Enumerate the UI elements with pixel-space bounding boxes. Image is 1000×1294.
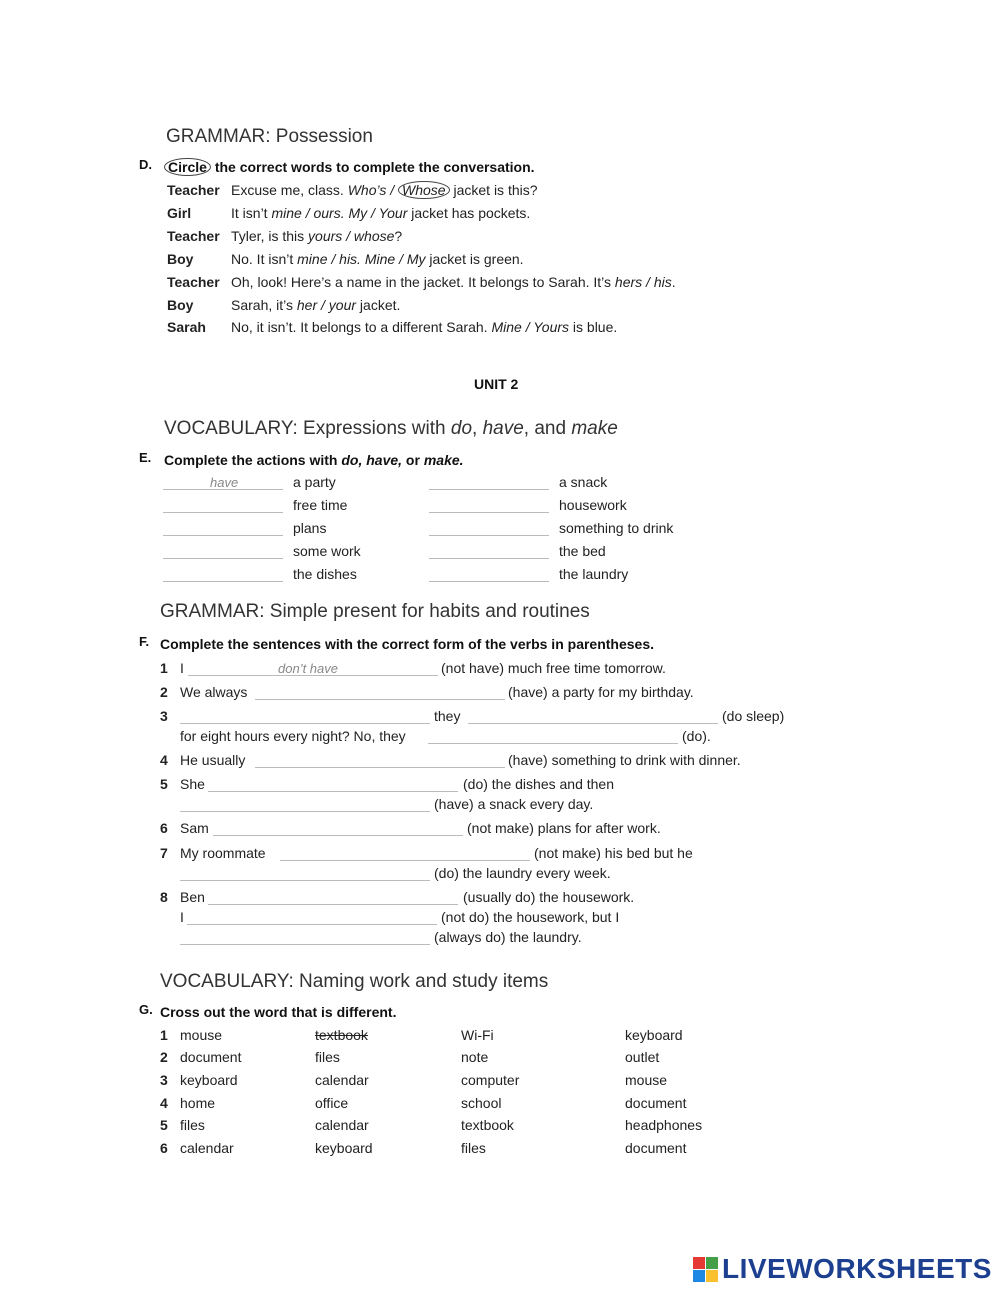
item-number: 4 xyxy=(160,752,168,768)
answer-blank[interactable] xyxy=(180,709,430,724)
logo-square-green xyxy=(706,1257,718,1269)
item-number: 5 xyxy=(160,776,168,792)
word-option[interactable]: document xyxy=(625,1140,687,1156)
word-option[interactable]: files xyxy=(461,1140,486,1156)
answer-blank[interactable] xyxy=(255,753,505,768)
word-option[interactable]: Wi-Fi xyxy=(461,1027,494,1043)
word-option[interactable]: keyboard xyxy=(625,1027,683,1043)
sentence-text: I xyxy=(180,660,184,676)
item-number: 7 xyxy=(160,845,168,861)
section-d-letter: D. xyxy=(139,157,152,172)
dialogue-line: It isn’t mine / ours. My / Your jacket has pockets. xyxy=(231,205,531,221)
answer-blank[interactable] xyxy=(208,777,458,792)
action-item: the dishes xyxy=(293,566,357,582)
answer-blank[interactable] xyxy=(255,685,505,700)
item-number: 5 xyxy=(160,1117,168,1133)
sentence-text: She xyxy=(180,776,205,792)
word-option[interactable]: calendar xyxy=(315,1117,369,1133)
sentence-text: Sam xyxy=(180,820,209,836)
answer-blank[interactable] xyxy=(163,544,283,559)
speaker-label: Girl xyxy=(167,205,192,221)
word-option[interactable]: computer xyxy=(461,1072,520,1088)
sentence-text: (always do) the laundry. xyxy=(434,929,582,945)
liveworksheets-logo[interactable] xyxy=(693,1253,992,1285)
section-f-heading: GRAMMAR: Simple present for habits and routines xyxy=(160,601,590,622)
word-option[interactable]: files xyxy=(315,1049,340,1065)
answer-blank[interactable] xyxy=(428,729,678,744)
item-number: 8 xyxy=(160,889,168,905)
sentence-text: (not have) much free time tomorrow. xyxy=(441,660,666,676)
word-option[interactable]: office xyxy=(315,1095,349,1111)
word-option[interactable]: textbook xyxy=(461,1117,514,1133)
sentence-text: My roommate xyxy=(180,845,266,861)
answer-blank[interactable] xyxy=(280,846,530,861)
logo-square-yellow xyxy=(706,1270,718,1282)
section-f-instruction: Complete the sentences with the correct form of the verbs in parentheses. xyxy=(160,636,655,652)
action-item: the laundry xyxy=(559,566,629,582)
example-answer: don’t have xyxy=(278,661,338,676)
answer-blank[interactable] xyxy=(429,521,549,536)
speaker-label: Boy xyxy=(167,251,194,267)
item-number: 3 xyxy=(160,1072,168,1088)
item-number: 6 xyxy=(160,1140,168,1156)
word-option[interactable]: calendar xyxy=(180,1140,234,1156)
word-choice[interactable]: Who’s / xyxy=(347,182,399,198)
sentence-text: they xyxy=(434,708,461,724)
sentence-text: (do sleep) xyxy=(722,708,785,724)
sentence-text: (not do) the housework, but I xyxy=(441,909,620,925)
action-item: some work xyxy=(293,543,361,559)
word-choice[interactable]: her / your xyxy=(296,297,357,313)
item-number: 2 xyxy=(160,1049,168,1065)
word-option[interactable]: mouse xyxy=(625,1072,668,1088)
dialogue-line: Tyler, is this yours / whose? xyxy=(231,228,403,244)
answer-blank[interactable] xyxy=(429,544,549,559)
item-number: 4 xyxy=(160,1095,168,1111)
answer-blank[interactable] xyxy=(429,498,549,513)
word-option[interactable]: home xyxy=(180,1095,216,1111)
logo-grid-icon xyxy=(693,1257,718,1282)
item-number: 6 xyxy=(160,820,168,836)
word-option[interactable]: note xyxy=(461,1049,489,1065)
logo-text: LIVEWORKSHEETS xyxy=(722,1253,992,1284)
action-item: housework xyxy=(559,497,627,513)
word-option[interactable]: school xyxy=(461,1095,502,1111)
word-option[interactable]: outlet xyxy=(625,1049,660,1065)
action-item: free time xyxy=(293,497,348,513)
dialogue-line: Sarah, it’s her / your jacket. xyxy=(231,297,401,313)
action-item: plans xyxy=(293,520,327,536)
answer-blank[interactable] xyxy=(187,910,437,925)
item-number: 1 xyxy=(160,1027,168,1043)
section-d-heading: GRAMMAR: Possession xyxy=(166,126,373,147)
action-item: a party xyxy=(293,474,336,490)
section-e-letter: E. xyxy=(139,450,152,465)
example-answer: have xyxy=(210,475,239,490)
sentence-text: Ben xyxy=(180,889,205,905)
word-option[interactable]: headphones xyxy=(625,1117,703,1133)
answer-blank[interactable] xyxy=(163,498,283,513)
answer-blank[interactable] xyxy=(208,890,458,905)
sentence-text: (have) something to drink with dinner. xyxy=(508,752,741,768)
word-option[interactable]: files xyxy=(180,1117,205,1133)
sentence-text: (do). xyxy=(682,728,711,744)
sentence-text: (not make) his bed but he xyxy=(534,845,693,861)
section-g-heading: VOCABULARY: Naming work and study items xyxy=(160,971,549,992)
dialogue-line: No. It isn’t mine / his. Mine / My jacket is green. xyxy=(231,251,524,267)
speaker-label: Boy xyxy=(167,297,194,313)
sentence-text: (do) the laundry every week. xyxy=(434,865,611,881)
word-choice[interactable]: Mine / Yours xyxy=(491,319,570,335)
dialogue-line: No, it isn’t. It belongs to a different Sarah. Mine / Yours is blue. xyxy=(231,319,618,335)
speaker-label: Teacher xyxy=(167,228,220,244)
circled-answer[interactable]: Whose xyxy=(398,181,450,199)
action-item: something to drink xyxy=(559,520,674,536)
action-item: a snack xyxy=(559,474,608,490)
sentence-text: He usually xyxy=(180,752,246,768)
sentence-text: (usually do) the housework. xyxy=(463,889,635,905)
word-choice[interactable]: yours / whose xyxy=(308,228,395,244)
word-option-crossed[interactable]: textbook xyxy=(315,1027,368,1043)
dialogue-line: Excuse me, class. Who’s / Whose jacket is this? xyxy=(231,182,538,198)
word-option[interactable]: keyboard xyxy=(315,1140,373,1156)
answer-blank[interactable] xyxy=(429,567,549,582)
logo-square-red xyxy=(693,1257,705,1269)
word-option[interactable]: calendar xyxy=(315,1072,369,1088)
sentence-text: (not make) plans for after work. xyxy=(467,820,661,836)
word-choice[interactable]: mine / ours. My / Your xyxy=(271,205,408,221)
logo-square-blue xyxy=(693,1270,705,1282)
section-d-instruction xyxy=(164,159,535,175)
item-number: 2 xyxy=(160,684,168,700)
word-option[interactable]: mouse xyxy=(180,1027,223,1043)
item-number: 3 xyxy=(160,708,168,724)
answer-blank[interactable] xyxy=(163,567,283,582)
sentence-text: (do) the dishes and then xyxy=(463,776,614,792)
speaker-label: Teacher xyxy=(167,182,220,198)
answer-blank[interactable] xyxy=(213,821,463,836)
speaker-label: Teacher xyxy=(167,274,220,290)
section-g-instruction: Cross out the word that is different. xyxy=(160,1004,397,1020)
sentence-text: We always xyxy=(180,684,248,700)
answer-blank[interactable] xyxy=(163,521,283,536)
answer-blank[interactable] xyxy=(429,475,549,490)
sentence-text: (have) a snack every day. xyxy=(434,796,594,812)
word-choice[interactable]: mine / his. Mine / My xyxy=(297,251,426,267)
sentence-text: (have) a party for my birthday. xyxy=(508,684,694,700)
section-e-instruction: Complete the actions with do, have, or make. xyxy=(164,452,464,468)
unit-title: UNIT 2 xyxy=(474,376,519,392)
answer-blank[interactable] xyxy=(180,930,430,945)
answer-blank[interactable] xyxy=(180,866,430,881)
section-d-instruction-text: the correct words to complete the conversation. xyxy=(214,159,535,175)
speaker-label: Sarah xyxy=(167,319,206,335)
item-number: 1 xyxy=(160,660,168,676)
section-f-letter: F. xyxy=(139,634,150,649)
sentence-text: for eight hours every night? No, they xyxy=(180,728,406,744)
word-choice[interactable]: hers / his xyxy=(614,274,672,290)
sentence-text: I xyxy=(180,909,184,925)
answer-blank[interactable] xyxy=(468,709,718,724)
action-item: the bed xyxy=(559,543,606,559)
word-option[interactable]: keyboard xyxy=(180,1072,238,1088)
circle-example: Circle xyxy=(164,158,211,176)
word-option[interactable]: document xyxy=(180,1049,242,1065)
word-option[interactable]: document xyxy=(625,1095,687,1111)
dialogue-line: Oh, look! Here’s a name in the jacket. It belongs to Sarah. It’s hers / his. xyxy=(231,274,676,290)
section-e-heading: VOCABULARY: Expressions with do, have, and make xyxy=(164,418,618,439)
answer-blank[interactable] xyxy=(180,797,430,812)
section-g-letter: G. xyxy=(139,1002,153,1017)
